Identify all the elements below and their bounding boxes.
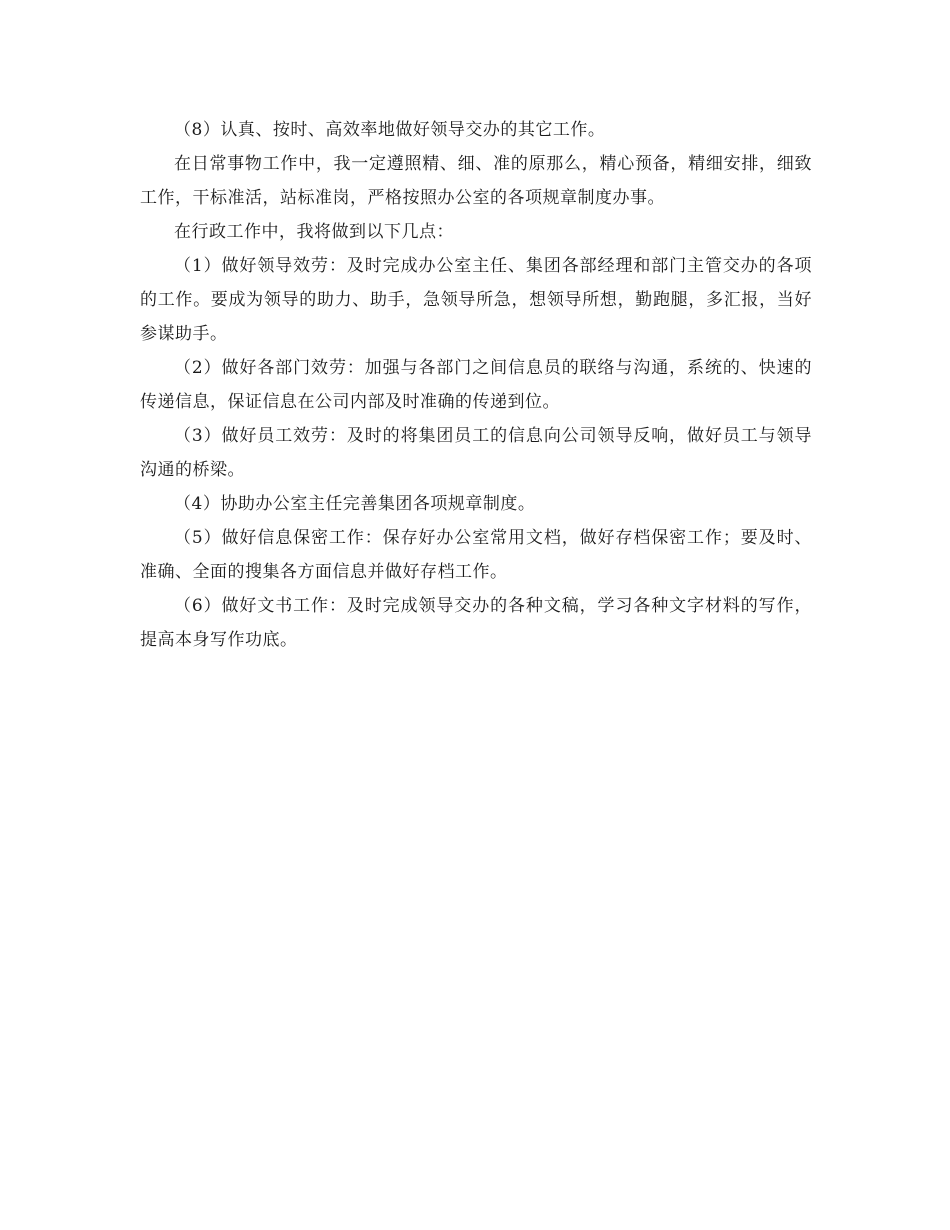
paragraph-daily-work: 在日常事物工作中，我一定遵照精、细、准的原那么，精心预备，精细安排，细致工作，干标准活，站标准岗，严格按照办公室的各项规章制度办事。 <box>140 154 812 208</box>
paragraph-item-8: （8）认真、按时、高效率地做好领导交办的其它工作。 <box>174 120 606 140</box>
paragraph-admin-intro: 在行政工作中，我将做到以下几点： <box>174 222 454 242</box>
paragraph-item-2: （2）做好各部门效劳：加强与各部门之间信息员的联络与沟通，系统的、快速的传递信息，保证信息在公司内部及时准确的传递到位。 <box>140 358 812 412</box>
paragraph-item-3: （3）做好员工效劳：及时的将集团员工的信息向公司领导反响，做好员工与领导沟通的桥梁。 <box>140 426 812 480</box>
paragraph-item-1: （1）做好领导效劳：及时完成办公室主任、集团各部经理和部门主管交办的各项的工作。要成为领导的助力、助手，急领导所急，想领导所想，勤跑腿，多汇报，当好参谋助手。 <box>140 256 812 344</box>
paragraph-item-5: （5）做好信息保密工作：保存好办公室常用文档，做好存档保密工作；要及时、准确、全面的搜集各方面信息并做好存档工作。 <box>140 528 812 582</box>
paragraph-item-6: （6）做好文书工作：及时完成领导交办的各种文稿，学习各种文字材料的写作，提高本身写作功底。 <box>140 596 812 650</box>
paragraph-item-4: （4）协助办公室主任完善集团各项规章制度。 <box>174 494 536 514</box>
document-body <box>140 113 812 657</box>
